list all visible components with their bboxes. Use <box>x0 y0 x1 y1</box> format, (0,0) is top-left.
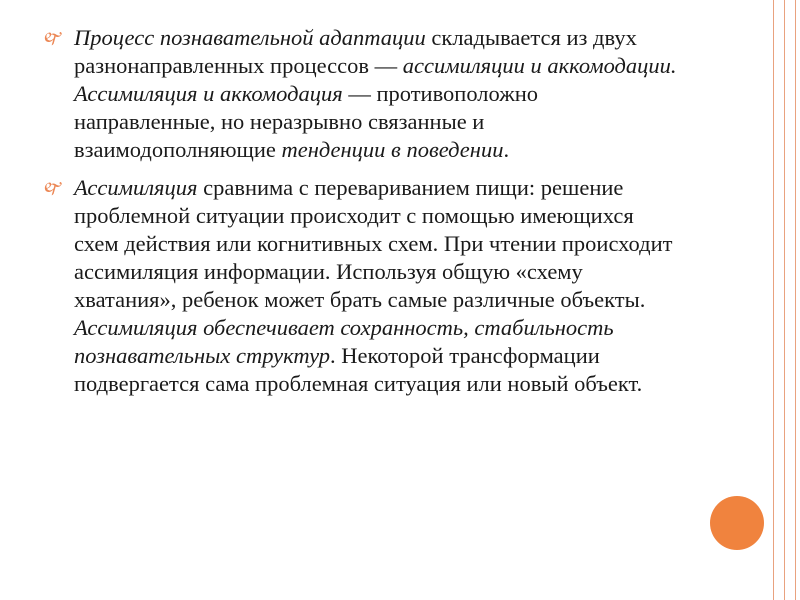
text-run: тенденции в поведении <box>281 137 504 162</box>
text-run: Ассимиляция <box>74 175 198 200</box>
frame-line-middle <box>784 0 785 600</box>
text-run: . <box>503 137 510 162</box>
text-run: . Некоторой трансформации подвергается сама проблемная ситуация или новый объект. <box>74 343 643 396</box>
paragraph-assimilation <box>40 174 680 398</box>
text-run: — противоположно направленные, но неразрывно связанные и взаимодополняющие <box>74 81 539 162</box>
text-run: складывается из двух разнонаправленных процессов — <box>74 25 637 78</box>
frame-line-left <box>773 0 774 600</box>
accent-circle <box>710 496 764 550</box>
text-run: Ассимиляция обеспечивает сохранность, стабильность познавательных структур <box>74 315 614 368</box>
bullet-icon: 🙰 <box>42 28 64 47</box>
text-run: ассимиляции и аккомодации. Ассимиляция и аккомодация <box>74 53 677 106</box>
text-run: сравнима с перевариванием пищи: решение проблемной ситуации происходит с помощью имеющихся схем действия или когнитивных схем. При чтении происходит ассимиляция информации. Используя общую «схему хватания», ребенок может брать самые различные объекты. <box>74 175 673 312</box>
paragraph-adaptation <box>40 24 680 164</box>
frame-line-right <box>795 0 796 600</box>
text-run: Процесс познавательной адаптации <box>74 25 426 50</box>
bullet-icon: 🙰 <box>42 178 64 197</box>
slide-text-body <box>40 24 680 408</box>
